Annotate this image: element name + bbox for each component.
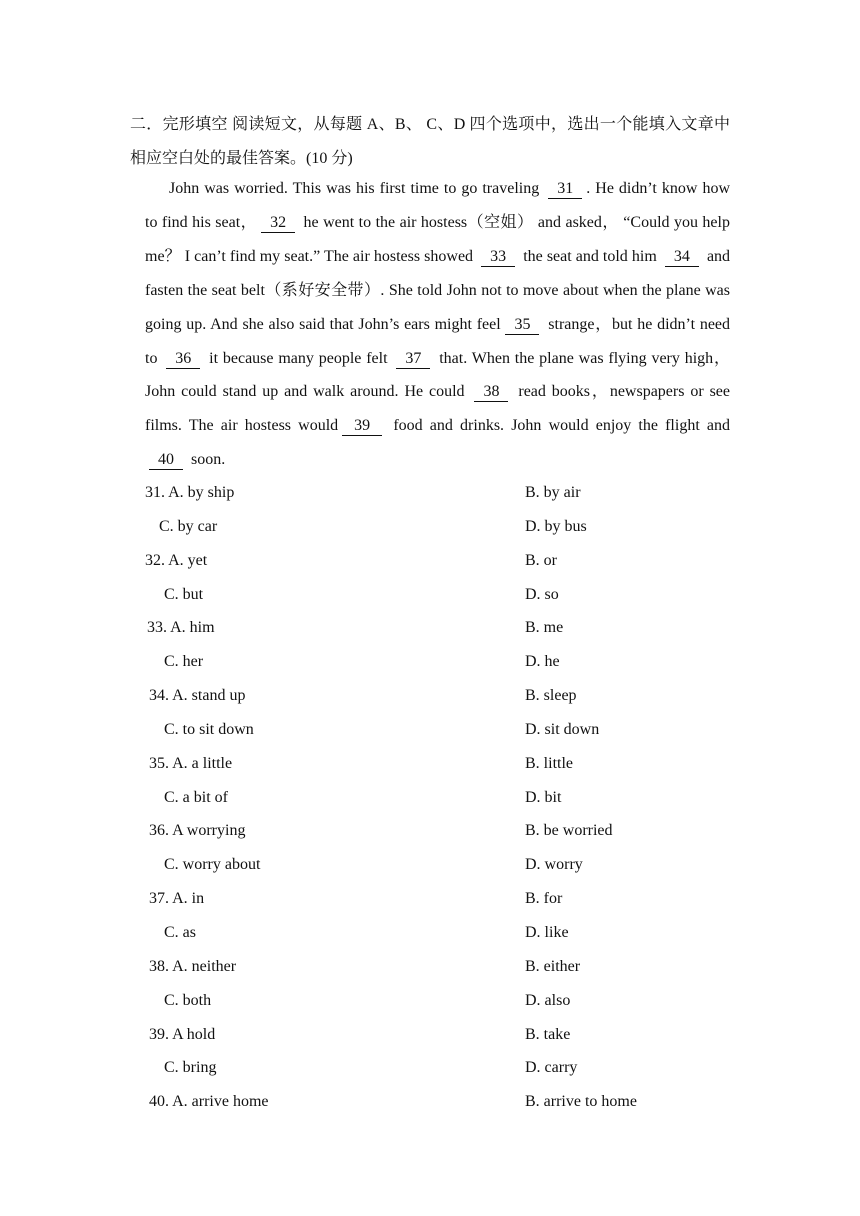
option-row	[0, 747, 860, 781]
passage-text: read books，newspapers or see films. The air hostess would	[145, 383, 731, 435]
passage-text: he went to the air hostess（空姐） and asked， “Could you help me？ I can’t find my seat.” The air hostess showed	[145, 213, 730, 265]
blank-31: 31	[548, 180, 582, 199]
blank-35: 35	[505, 316, 539, 335]
passage-text: and fasten the seat belt（系好安全带）. She told John not to move about when the plane was going up. And she also said that John’s ears might feel	[145, 247, 731, 333]
option-left: 33. A. him	[147, 619, 215, 637]
option-left: C. but	[164, 585, 204, 603]
answer-options	[0, 476, 860, 1119]
blank-36: 36	[166, 350, 200, 369]
option-right: D. worry	[525, 856, 583, 874]
passage-text: soon.	[191, 451, 226, 469]
option-right: D. bit	[525, 788, 562, 806]
option-left: 37. A. in	[149, 890, 205, 908]
option-left: 32. A. yet	[145, 551, 208, 569]
option-right: B. either	[525, 957, 581, 975]
passage-text: strange，but he didn’t need to	[145, 315, 731, 367]
blank-37: 37	[396, 350, 430, 369]
option-row	[0, 848, 860, 882]
option-row	[0, 611, 860, 645]
passage-text: that. When the plane was flying very high， John could stand up and walk around. He could	[145, 349, 731, 401]
option-right: B. by air	[525, 484, 581, 501]
section-heading: 二．完形填空 阅读短文，从每题 A、B、 C、D 四个选项中，选出一个能填入文章中相应空白处的最佳答案。(10 分)	[130, 116, 730, 167]
option-left: C. bring	[164, 1059, 217, 1077]
option-row	[0, 476, 860, 510]
passage-text: food and drinks. John would enjoy the flight and	[393, 417, 731, 435]
option-row	[0, 916, 860, 950]
option-right: B. little	[525, 754, 573, 772]
option-left: 40. A. arrive home	[149, 1093, 269, 1111]
option-row	[0, 679, 860, 713]
option-right: B. me	[525, 619, 564, 637]
option-left: 35. A. a little	[149, 754, 233, 772]
option-row	[0, 781, 860, 815]
blank-39: 39	[342, 417, 382, 436]
option-row	[0, 950, 860, 984]
option-right: B. be worried	[525, 822, 613, 840]
option-left: 38. A. neither	[149, 957, 237, 975]
blank-32: 32	[261, 214, 295, 233]
option-right: B. or	[525, 551, 557, 569]
option-right: D. carry	[525, 1059, 578, 1077]
option-left: 34. A. stand up	[149, 687, 246, 705]
option-right: D. by bus	[525, 517, 587, 535]
option-row	[0, 814, 860, 848]
option-row	[0, 1051, 860, 1085]
option-left: 31. A. by ship	[145, 484, 235, 501]
blank-34: 34	[665, 248, 699, 267]
option-left: C. both	[164, 991, 212, 1009]
passage-text: it because many people felt	[209, 349, 388, 367]
option-left: C. by car	[159, 517, 218, 535]
option-row	[0, 984, 860, 1018]
option-row	[0, 882, 860, 916]
blank-33: 33	[481, 248, 515, 267]
option-right: B. sleep	[525, 687, 577, 705]
option-right: D. also	[525, 991, 571, 1009]
option-right: B. arrive to home	[525, 1093, 637, 1111]
option-left: 39. A hold	[149, 1025, 216, 1043]
blank-38: 38	[474, 383, 508, 402]
blank-40: 40	[149, 451, 183, 470]
option-row	[0, 1085, 860, 1119]
option-right: B. take	[525, 1025, 571, 1043]
passage-text: . He didn’t know how to find his seat，	[145, 180, 730, 231]
option-row	[0, 713, 860, 747]
option-row	[0, 1018, 860, 1052]
option-left: C. as	[164, 923, 196, 941]
option-right: D. like	[525, 923, 569, 941]
option-left: C. to sit down	[164, 720, 254, 738]
option-left: 36. A worrying	[149, 822, 246, 840]
option-right: D. he	[525, 653, 560, 671]
option-right: D. sit down	[525, 720, 600, 738]
option-left: C. her	[164, 653, 204, 671]
option-row	[0, 645, 860, 679]
option-left: C. a bit of	[164, 788, 228, 806]
passage-text: John was worried. This was his first time to go traveling	[169, 180, 540, 197]
passage-text: the seat and told him	[523, 247, 657, 265]
option-row	[0, 510, 860, 544]
option-row	[0, 544, 860, 578]
option-row	[0, 578, 860, 612]
cloze-passage	[145, 172, 730, 477]
option-left: C. worry about	[164, 856, 261, 874]
option-right: B. for	[525, 890, 563, 908]
option-right: D. so	[525, 585, 559, 603]
